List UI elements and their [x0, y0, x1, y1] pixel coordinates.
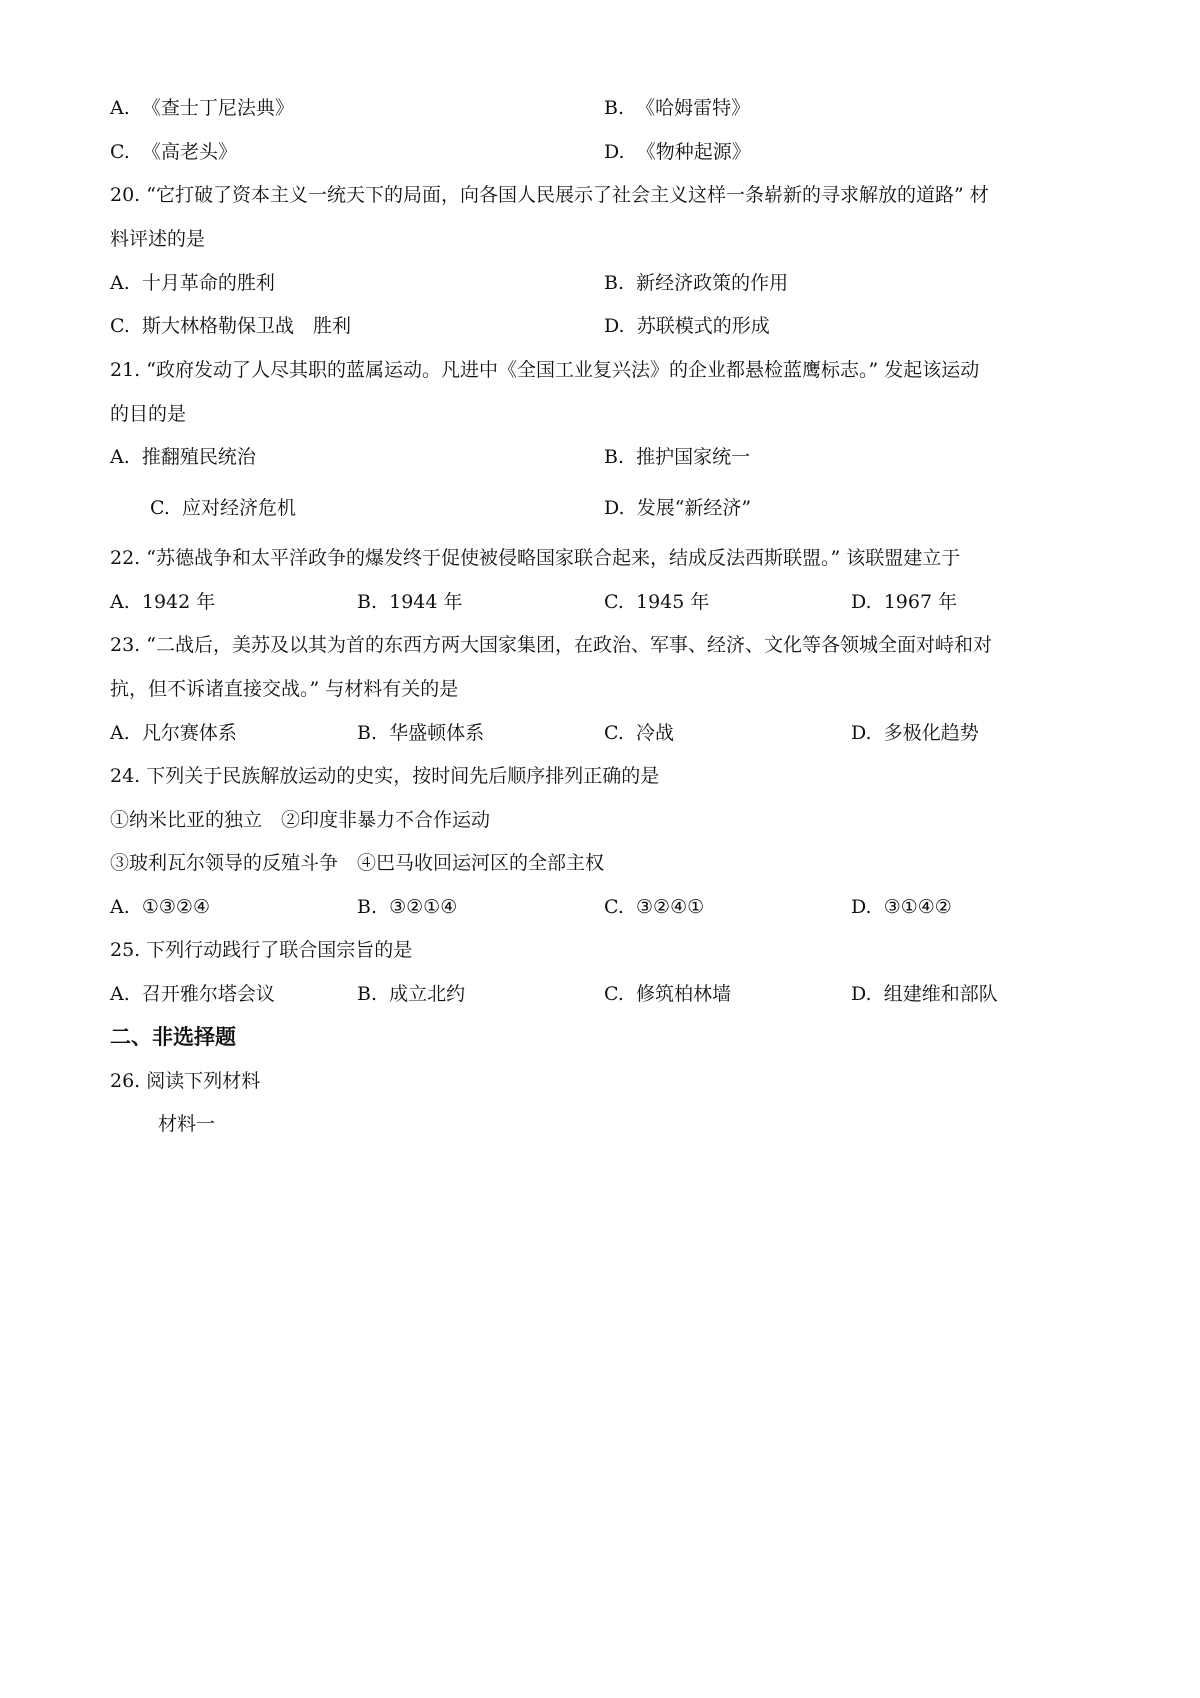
q21-option-a: A. 推翻殖民统治	[110, 446, 256, 468]
q22-option-d: D. 1967 年	[851, 591, 958, 613]
q25-option-d: D. 组建维和部队	[851, 983, 998, 1005]
q25-stem-line1: 25. 下列行动践行了联合国宗旨的是	[110, 939, 413, 961]
q23-option-b: B. 华盛顿体系	[357, 722, 485, 744]
q24-option-d: D. ③①④②	[851, 896, 952, 918]
q24-option-b: B. ③②①④	[357, 896, 458, 918]
q21-stem-line1: 21. “政府发动了人尽其职的蓝属运动。凡进中《全国工业复兴法》的企业都悬检蓝鹰标志。” 发起该运动	[110, 359, 980, 381]
section-heading: 二、非选择题	[110, 1025, 236, 1049]
q20-option-c: C. 斯大林格勒保卫战 胜利	[110, 315, 352, 337]
q22-option-b: B. 1944 年	[357, 591, 463, 613]
q24-stem-line1: 24. 下列关于民族解放运动的史实，按时间先后顺序排列正确的是	[110, 765, 660, 787]
q24-option-c: C. ③②④①	[604, 896, 705, 918]
q24-option-a: A. ①③②④	[110, 896, 210, 918]
q20-option-b: B. 新经济政策的作用	[604, 272, 789, 294]
q24-items-line2: ③玻利瓦尔领导的反殖斗争 ④巴马收回运河区的全部主权	[110, 852, 605, 874]
q23-option-a: A. 凡尔赛体系	[110, 722, 237, 744]
q26-material-label: 材料一	[158, 1113, 216, 1135]
q24-items-line1: ①纳米比亚的独立 ②印度非暴力不合作运动	[110, 809, 491, 831]
q20-option-a: A. 十月革命的胜利	[110, 272, 275, 294]
q21-option-b: B. 推护国家统一	[604, 446, 751, 468]
q21-option-d: D. 发展“新经济”	[604, 497, 752, 519]
q25-option-c: C. 修筑柏林墙	[604, 983, 732, 1005]
q19-option-d: D. 《物种起源》	[604, 141, 751, 163]
q19-option-a: A. 《查士丁尼法典》	[110, 97, 294, 119]
q22-option-a: A. 1942 年	[110, 591, 216, 613]
q23-option-d: D. 多极化趋势	[851, 722, 979, 744]
q19-option-c: C. 《高老头》	[110, 141, 238, 163]
q23-stem-line2: 抗，但不诉诸直接交战。” 与材料有关的是	[110, 678, 459, 700]
q26-stem-line1: 26. 阅读下列材料	[110, 1070, 261, 1092]
q25-option-a: A. 召开雅尔塔会议	[110, 983, 275, 1005]
q21-option-c: C. 应对经济危机	[150, 497, 297, 519]
q20-stem-line2: 料评述的是	[110, 228, 206, 250]
q20-option-d: D. 苏联模式的形成	[604, 315, 770, 337]
q22-stem-line1: 22. “苏德战争和太平洋政争的爆发终于促使被侵略国家联合起来，结成反法西斯联盟。” 该联盟建立于	[110, 547, 961, 569]
q19-option-b: B. 《哈姆雷特》	[604, 97, 751, 119]
q23-option-c: C. 冷战	[604, 722, 675, 744]
q23-stem-line1: 23. “二战后，美苏及以其为首的东西方两大国家集团，在政治、军事、经济、文化等各领城全面对峙和对	[110, 634, 992, 656]
q22-option-c: C. 1945 年	[604, 591, 710, 613]
q20-stem-line1: 20. “它打破了资本主义一统天下的局面，向各国人民展示了社会主义这样一条崭新的寻求解放的道路” 材	[110, 184, 989, 206]
q25-option-b: B. 成立北约	[357, 983, 466, 1005]
q21-stem-line2: 的目的是	[110, 403, 187, 425]
